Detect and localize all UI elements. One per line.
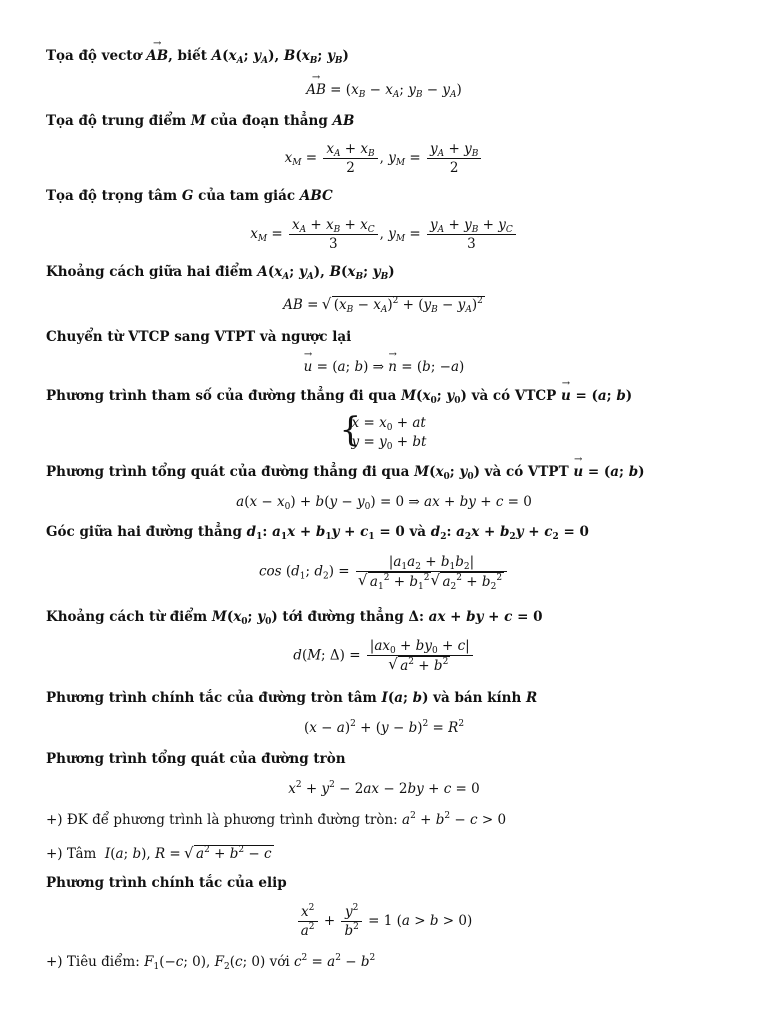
- heading-centroid: Tọa độ trọng tâm G của tam giác ABC: [46, 188, 333, 204]
- formula-distance-two-points: AB = √ $(x_B - x_A)^2 + (y_B - y_A)^2$: [0, 296, 768, 313]
- heading-parametric-line: Phương trình tham số của đường thẳng đi qua $M(x_0$; $y_0$) và có VTCP → u = (a; b): [46, 388, 632, 404]
- formula-general-line: $a(x - x_0) + b(y - y_0) = 0$ ⇒ ax + by + c = 0: [236, 494, 532, 512]
- formula-vtcp-vtpt: → u = (a; b) ⇒ → n = (b; −a): [0, 359, 768, 375]
- heading-vector-coordinates: Tọa độ vectơ → AB, biết $A(x_A$; $y_A$), $B(x_B$; $y_B$): [46, 48, 349, 64]
- heading-general-line: Phương trình tổng quát của đường thẳng đi qua $M(x_0$; $y_0$) và có VTPT → u = (a; b): [46, 464, 645, 480]
- formula-circle-general: $x^2 + y^2 - 2ax - 2by + c = 0$: [288, 780, 480, 797]
- formula-centroid: $x_M$ = $\frac{x_A + x_B + x_C}{3}$ , $y_M$ = $\frac{y_A + y_B + y_C}{3}$: [0, 216, 768, 253]
- note-ellipse-foci: +) Tiêu điểm: $F_1(-c$; 0), $F_2(c$; 0) với $c^2 = a^2 - b^2$: [46, 953, 376, 972]
- formula-point-line-distance: d(M; Δ) = $|ax_0 + by_0 + c|$ √ $a^2 + b^2$: [0, 637, 768, 675]
- formula-ellipse: $\frac{x^2}{a^2}$ + $\frac{y^2}{b^2}$ = 1 (a > b > 0): [0, 903, 768, 940]
- heading-distance-two-points: Khoảng cách giữa hai điểm $A(x_A$; $y_A$), $B(x_B$; $y_B$): [46, 264, 395, 282]
- heading-ellipse: Phương trình chính tắc của elip: [46, 875, 287, 891]
- heading-angle-two-lines: Góc giữa hai đường thẳng $d_1$: $a_1x + b_1y + c_1 = 0$ và $d_2$: $a_2x + b_2y + c_2 = 0$: [46, 524, 589, 542]
- note-circle-center-radius: +) Tâm I(a; b), R = √ $a^2 + b^2 - c$: [46, 845, 274, 862]
- heading-vtcp-vtpt: Chuyển từ VTCP sang VTPT và ngược lại: [46, 329, 352, 345]
- heading-circle-canonical: Phương trình chính tắc của đường tròn tâm I(a; b) và bán kính R: [46, 690, 538, 706]
- formula-vector-coordinates: → AB = ($x_B - x_A$; $y_B - y_A$): [0, 82, 768, 98]
- formula-parametric-line: { $x = x_0$ + at $y = y_0$ + bt: [0, 414, 768, 452]
- heading-midpoint: Tọa độ trung điểm M của đoạn thẳng AB: [46, 113, 355, 129]
- formula-angle-two-lines: $\cos (d_1$; $d_2$) = $|a_1a_2 + b_1b_2|$ √ $a_1^2 + b_1^2√$ $a_2^2 + b_2^2$: [0, 553, 768, 591]
- heading-point-line-distance: Khoảng cách từ điểm $M(x_0$; $y_0$) tới đường thẳng Δ: ax + by + c = 0: [46, 609, 543, 627]
- formula-midpoint: $x_M$ = $\frac{x_A + x_B}{2}$ , $y_M$ = $\frac{y_A + y_B}{2}$: [0, 140, 768, 177]
- formula-circle-canonical: $(x - a)^2 + (y - b)^2 = R^2$: [303, 719, 465, 736]
- heading-circle-general: Phương trình tổng quát của đường tròn: [46, 751, 346, 767]
- note-circle-condition: +) ĐK để phương trình là phương trình đường tròn: $a^2 + b^2 - c > 0$: [46, 811, 507, 828]
